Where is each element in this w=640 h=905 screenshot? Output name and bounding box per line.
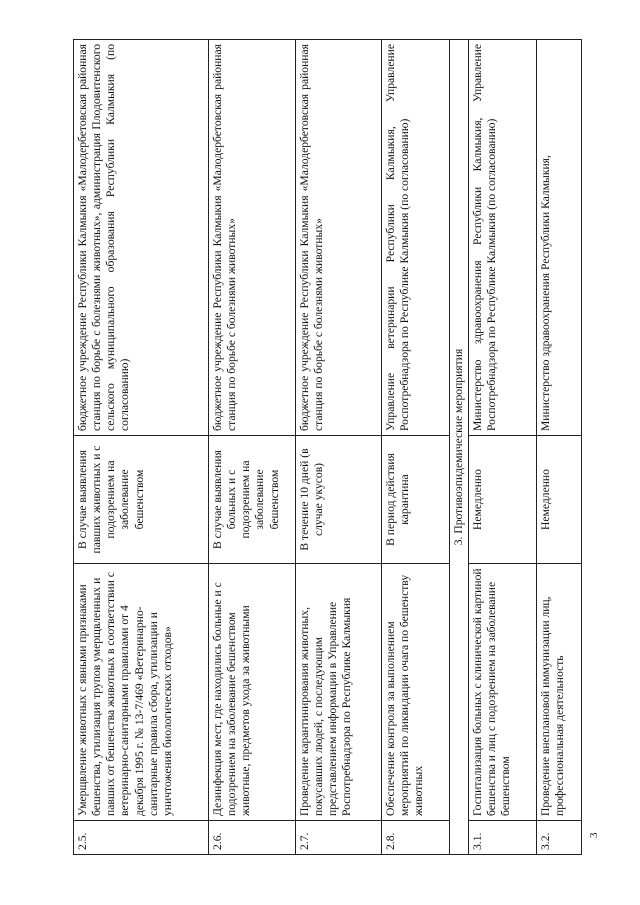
- table-row: [296, 40, 382, 855]
- measure-executor: бюджетное учреждение Республики Калмыкия «Малодербетовская районная станция по борьбе с болезнями животных», администрация Плодовитенского сельского муниципального образования Республики Калмыкия (по согласованию): [74, 40, 209, 436]
- table-row: [209, 40, 296, 855]
- measure-deadline: В течение 10 дней (в случае укусов): [296, 436, 382, 564]
- measure-executor: Министерство здравоохранения Республики Калмыкия,: [537, 40, 582, 436]
- measure-executor: Управление ветеринарии Республики Калмыкия, Управление Роспотребнадзора по Республике Калмыкия (по согласованию): [382, 40, 450, 436]
- measure-description: Умерщвление животных с явными признаками бешенства, утилизация трупов умерщвленных и павших от бешенства животных в соответствии с ветеринарно-санитарными правилами от 4 декабря 1995 г. № 13-7/469 «Ветеринарно-санитарные правила сбора, утилизации и уничтожения биологических отходов»: [74, 564, 209, 821]
- table-row: [469, 40, 537, 855]
- measure-executor: бюджетное учреждение Республики Калмыкия «Малодербетовская районная станция по борьбе с болезнями животных»: [209, 40, 296, 436]
- measure-deadline: Немедленно: [469, 436, 537, 564]
- measure-executor: бюджетное учреждение Республики Калмыкия «Малодербетовская районная станция по борьбе с болезнями животных»: [296, 40, 382, 436]
- table-row: [537, 40, 582, 855]
- measure-deadline: В случае выявления больных и с подозрением на заболевание бешенством: [209, 436, 296, 564]
- measure-deadline: В случае выявления павших животных и с подозрением на заболевание бешенством: [74, 436, 209, 564]
- rotated-page: [73, 40, 578, 855]
- row-number: 2.8.: [382, 821, 450, 855]
- section-row: [450, 40, 469, 855]
- measure-description: Проведение карантинирования животных, покусавших людей, с последующим представлением информации в Управление Роспотребнадзора по Республике Калмыкия: [296, 564, 382, 821]
- table-row: [382, 40, 450, 855]
- measure-deadline: Немедленно: [537, 436, 582, 564]
- page-number: 3: [588, 832, 600, 838]
- measure-description: Дезинфекция мест, где находились больные и с подозрением на заболевание бешенством животные, предметов ухода за животными: [209, 564, 296, 821]
- measure-description: Проведение внеплановой иммунизации лиц, профессиональная деятельность: [537, 564, 582, 821]
- row-number: 2.6.: [209, 821, 296, 855]
- measures-table: [73, 39, 582, 855]
- measure-executor: Министерство здравоохранения Республики Калмыкия, Управление Роспотребнадзора по Республике Калмыкия (по согласованию): [469, 40, 537, 436]
- measure-description: Обеспечение контроля за выполнением мероприятий по ликвидации очага по бешенству животных: [382, 564, 450, 821]
- row-number: 3.1.: [469, 821, 537, 855]
- table-row: [74, 40, 209, 855]
- row-number: 2.7.: [296, 821, 382, 855]
- row-number: 2.5.: [74, 821, 209, 855]
- measure-description: Госпитализация больных с клинической картиной бешенства и лиц с подозрением на заболевание бешенством: [469, 564, 537, 821]
- measure-deadline: В период действия карантина: [382, 436, 450, 564]
- section-title: 3. Противоэпидемические мероприятия: [450, 40, 469, 855]
- row-number: 3.2.: [537, 821, 582, 855]
